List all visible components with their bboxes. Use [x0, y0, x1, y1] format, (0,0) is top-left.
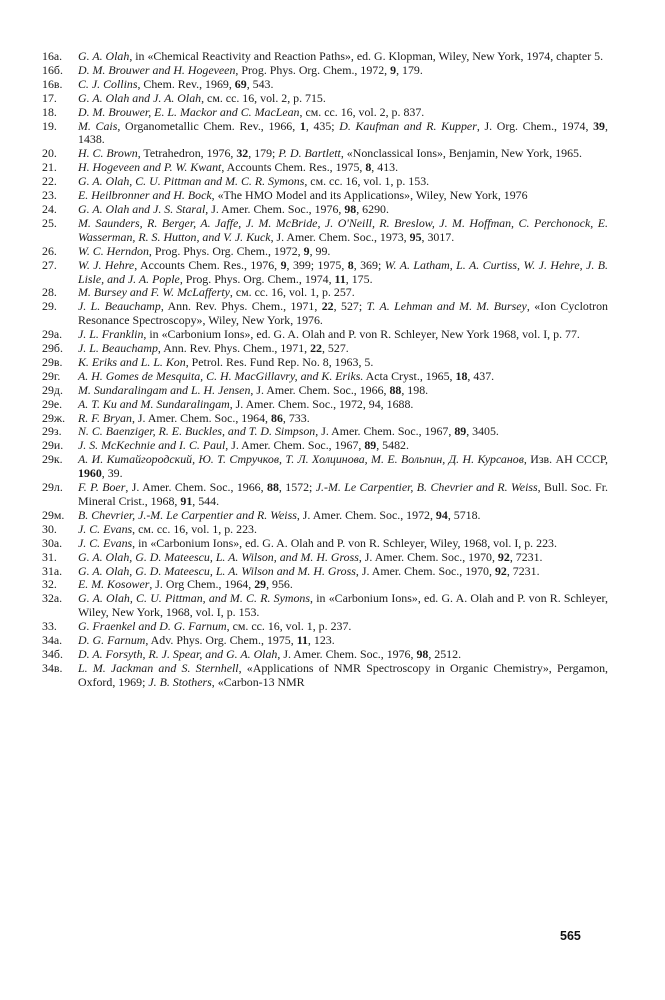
reference-number: 25.: [42, 215, 57, 230]
reference-entry: [42, 648, 608, 662]
reference-text: J. S. McKechnie and I. C. Paul, J. Amer. Chem. Soc., 1967, 89, 5482.: [78, 438, 409, 453]
reference-number: 29л.: [42, 480, 63, 495]
reference-entry: [42, 481, 608, 509]
reference-entry: [42, 92, 608, 106]
reference-text: J. L. Beauchamp, Ann. Rev. Phys. Chem., 1971, 22, 527; T. A. Lehman and M. M. Bursey, «Ion Cyclotron Resonance Spectroscopy», Wiley, New York, 1976.: [78, 299, 608, 328]
reference-number: 16б.: [42, 62, 63, 77]
reference-entry: [42, 620, 608, 634]
reference-number: 29г.: [42, 368, 61, 383]
reference-entry: [42, 370, 608, 384]
reference-entry: [42, 286, 608, 300]
reference-number: 31.: [42, 549, 57, 564]
reference-text: J. C. Evans, см. cc. 16, vol. 1, p. 223.: [78, 521, 257, 536]
reference-text: G. A. Olah and J. S. Staral, J. Amer. Chem. Soc., 1976, 98, 6290.: [78, 201, 389, 216]
reference-text: W. C. Herndon, Prog. Phys. Org. Chem., 1972, 9, 99.: [78, 243, 331, 258]
reference-number: 30а.: [42, 535, 63, 550]
reference-number: 31а.: [42, 563, 63, 578]
reference-entry: [42, 175, 608, 189]
reference-text: D. A. Forsyth, R. J. Spear, and G. A. Olah, J. Amer. Chem. Soc., 1976, 98, 2512.: [78, 646, 462, 661]
reference-entry: [42, 245, 608, 259]
reference-entry: [42, 147, 608, 161]
reference-entry: [42, 259, 608, 287]
reference-number: 29а.: [42, 327, 63, 342]
reference-text: G. A. Olah, G. D. Mateescu, L. A. Wilson, and M. H. Gross, J. Amer. Chem. Soc., 1970, 92, 7231.: [78, 549, 543, 564]
reference-text: L. M. Jackman and S. Sternhell, «Applications of NMR Spectroscopy in Organic Chemistry», Pergamon, Oxford, 1969; J. B. Stothers, «Carbon-13 NMR: [78, 660, 608, 689]
reference-entry: [42, 592, 608, 620]
reference-entry: [42, 523, 608, 537]
reference-entry: [42, 398, 608, 412]
reference-number: 20.: [42, 146, 57, 161]
reference-number: 24.: [42, 201, 57, 216]
reference-number: 17.: [42, 90, 57, 105]
reference-text: J. L. Beauchamp, Ann. Rev. Phys. Chem., 1971, 22, 527.: [78, 341, 349, 356]
reference-list: [42, 50, 608, 690]
reference-entry: [42, 120, 608, 148]
reference-text: H. C. Brown, Tetrahedron, 1976, 32, 179; P. D. Bartlett, «Nonclassical Ions», Benjamin, New York, 1965.: [78, 146, 582, 161]
reference-entry: [42, 509, 608, 523]
reference-text: G. A. Olah, in «Chemical Reactivity and Reaction Paths», ed. G. Klopman, Wiley, New York, 1974, chapter 5.: [78, 49, 604, 63]
reference-entry: [42, 78, 608, 92]
reference-text: M. Cais, Organometallic Chem. Rev., 1966, 1, 435; D. Kaufman and R. Kupper, J. Org. Chem., 1974, 39, 1438.: [78, 118, 608, 147]
reference-number: 19.: [42, 118, 57, 133]
reference-number: 29к.: [42, 452, 63, 467]
reference-text: J. L. Franklin, in «Carbonium Ions», ed. G. A. Olah and P. von R. Schleyer, New York 1968, vol. I, p. 77.: [78, 327, 580, 342]
reference-entry: [42, 578, 608, 592]
reference-entry: [42, 161, 608, 175]
reference-text: D. M. Brouwer, E. L. Mackor and C. MacLean, см. cc. 16, vol. 2, p. 837.: [78, 104, 425, 119]
reference-number: 32а.: [42, 591, 63, 606]
reference-text: R. F. Bryan, J. Amer. Chem. Soc., 1964, 86, 733.: [78, 410, 310, 425]
reference-entry: [42, 328, 608, 342]
reference-number: 33.: [42, 619, 57, 634]
reference-entry: [42, 662, 608, 690]
reference-number: 21.: [42, 160, 57, 175]
reference-number: 34в.: [42, 660, 63, 675]
reference-entry: [42, 412, 608, 426]
reference-number: 34а.: [42, 633, 63, 648]
reference-text: B. Chevrier, J.-M. Le Carpentier and R. Weiss, J. Amer. Chem. Soc., 1972, 94, 5718.: [78, 507, 481, 522]
reference-entry: [42, 300, 608, 328]
reference-entry: [42, 634, 608, 648]
reference-text: А. И. Китайгородский, Ю. Т. Стручков, Т. Л. Холцинова, М. Е. Вольпин, Д. Н. Курсанов, Изв. АН СССР, 1960, 39.: [78, 452, 608, 481]
reference-number: 29в.: [42, 354, 63, 369]
reference-number: 29е.: [42, 396, 63, 411]
reference-entry: [42, 356, 608, 370]
reference-text: F. P. Boer, J. Amer. Chem. Soc., 1966, 88, 1572; J.-M. Le Carpentier, B. Chevrier and R. Weiss, Bull. Soc. Fr. Mineral Crist., 1968, 91, 544.: [78, 480, 608, 508]
reference-number: 29и.: [42, 438, 64, 453]
reference-text: G. A. Olah, C. U. Pittman, and M. C. R. Symons, in «Carbonium Ions», ed. G. A. Olah and P. von R. Schleyer, Wiley, New York, 1968, vol. I, p. 153.: [78, 591, 608, 620]
reference-entry: [42, 50, 608, 64]
reference-number: 23.: [42, 188, 57, 203]
reference-text: H. Hogeveen and P. W. Kwant, Accounts Chem. Res., 1975, 8, 413.: [78, 160, 399, 175]
reference-number: 29б.: [42, 341, 63, 356]
reference-text: A. H. Gomes de Mesquita, C. H. MacGillavry, and K. Eriks. Acta Cryst., 1965, 18, 437.: [78, 368, 495, 383]
reference-number: 26.: [42, 243, 57, 258]
reference-text: W. J. Hehre, Accounts Chem. Res., 1976, 9, 399; 1975, 8, 369; W. A. Latham, L. A. Curtiss, W. J. Hehre, J. B. Lisle, and J. A. Pople, Prog. Phys. Org. Chem., 1974, 11, 175.: [78, 257, 608, 286]
reference-entry: [42, 217, 608, 245]
reference-number: 27.: [42, 257, 57, 272]
reference-text: E. M. Kosower, J. Org Chem., 1964, 29, 956.: [78, 577, 293, 592]
reference-text: A. T. Ku and M. Sundaralingam, J. Amer. Chem. Soc., 1972, 94, 1688.: [78, 396, 414, 411]
reference-number: 29ж.: [42, 410, 66, 425]
reference-entry: [42, 453, 608, 481]
reference-text: M. Bursey and F. W. McLafferty, см. cc. 16, vol. 1, p. 257.: [78, 285, 355, 300]
reference-text: N. C. Baenziger, R. E. Buckles, and T. D. Simpson, J. Amer. Chem. Soc., 1967, 89, 3405.: [78, 424, 499, 439]
reference-entry: [42, 189, 608, 203]
reference-number: 28.: [42, 285, 57, 300]
reference-number: 29м.: [42, 507, 65, 522]
reference-number: 32.: [42, 577, 57, 592]
reference-entry: [42, 425, 608, 439]
reference-number: 22.: [42, 174, 57, 189]
reference-number: 16а.: [42, 49, 63, 63]
reference-entry: [42, 106, 608, 120]
reference-text: C. J. Collins, Chem. Rev., 1969, 69, 543.: [78, 76, 274, 91]
reference-text: M. Sundaralingam and L. H. Jensen, J. Amer. Chem. Soc., 1966, 88, 198.: [78, 382, 429, 397]
reference-number: 30.: [42, 521, 57, 536]
reference-entry: [42, 342, 608, 356]
reference-number: 18.: [42, 104, 57, 119]
reference-text: G. A. Olah, C. U. Pittman and M. C. R. Symons, см. cc. 16, vol. 1, p. 153.: [78, 174, 430, 189]
reference-text: E. Heilbronner and H. Bock, «The HMO Model and its Applications», Wiley, New York, 1976: [78, 188, 528, 203]
reference-entry: [42, 64, 608, 78]
reference-text: D. M. Brouwer and H. Hogeveen, Prog. Phys. Org. Chem., 1972, 9, 179.: [78, 62, 423, 77]
reference-entry: [42, 537, 608, 551]
reference-entry: [42, 565, 608, 579]
reference-number: 16в.: [42, 76, 63, 91]
reference-text: D. G. Farnum, Adv. Phys. Org. Chem., 1975, 11, 123.: [78, 633, 335, 648]
page-number: 565: [560, 929, 581, 943]
reference-text: G. A. Olah, G. D. Mateescu, L. A. Wilson and M. H. Gross, J. Amer. Chem. Soc., 1970, 92, 7231.: [78, 563, 540, 578]
reference-number: 29з.: [42, 424, 62, 439]
reference-entry: [42, 439, 608, 453]
reference-text: G. Fraenkel and D. G. Farnum, см. cc. 16, vol. 1, p. 237.: [78, 619, 352, 634]
reference-entry: [42, 551, 608, 565]
reference-text: M. Saunders, R. Berger, A. Jaffe, J. M. McBride, J. O'Neill, R. Breslow, J. M. Hoffman, C. Perchonock, E. Wasserman, R. S. Hutton, and V. J. Kuck, J. Amer. Chem. Soc., 1973, 95, 3017.: [78, 215, 608, 244]
reference-text: G. A. Olah and J. A. Olah, см. cc. 16, vol. 2, p. 715.: [78, 90, 326, 105]
reference-entry: [42, 384, 608, 398]
reference-number: 29д.: [42, 382, 63, 397]
reference-entry: [42, 203, 608, 217]
reference-text: K. Eriks and L. L. Kon, Petrol. Res. Fund Rep. No. 8, 1963, 5.: [78, 354, 374, 369]
reference-number: 29.: [42, 299, 57, 314]
reference-number: 34б.: [42, 646, 63, 661]
reference-text: J. C. Evans, in «Carbonium Ions», ed. G. A. Olah and P. von R. Schleyer, Wiley, 1968, vol. I, p. 223.: [78, 535, 557, 550]
